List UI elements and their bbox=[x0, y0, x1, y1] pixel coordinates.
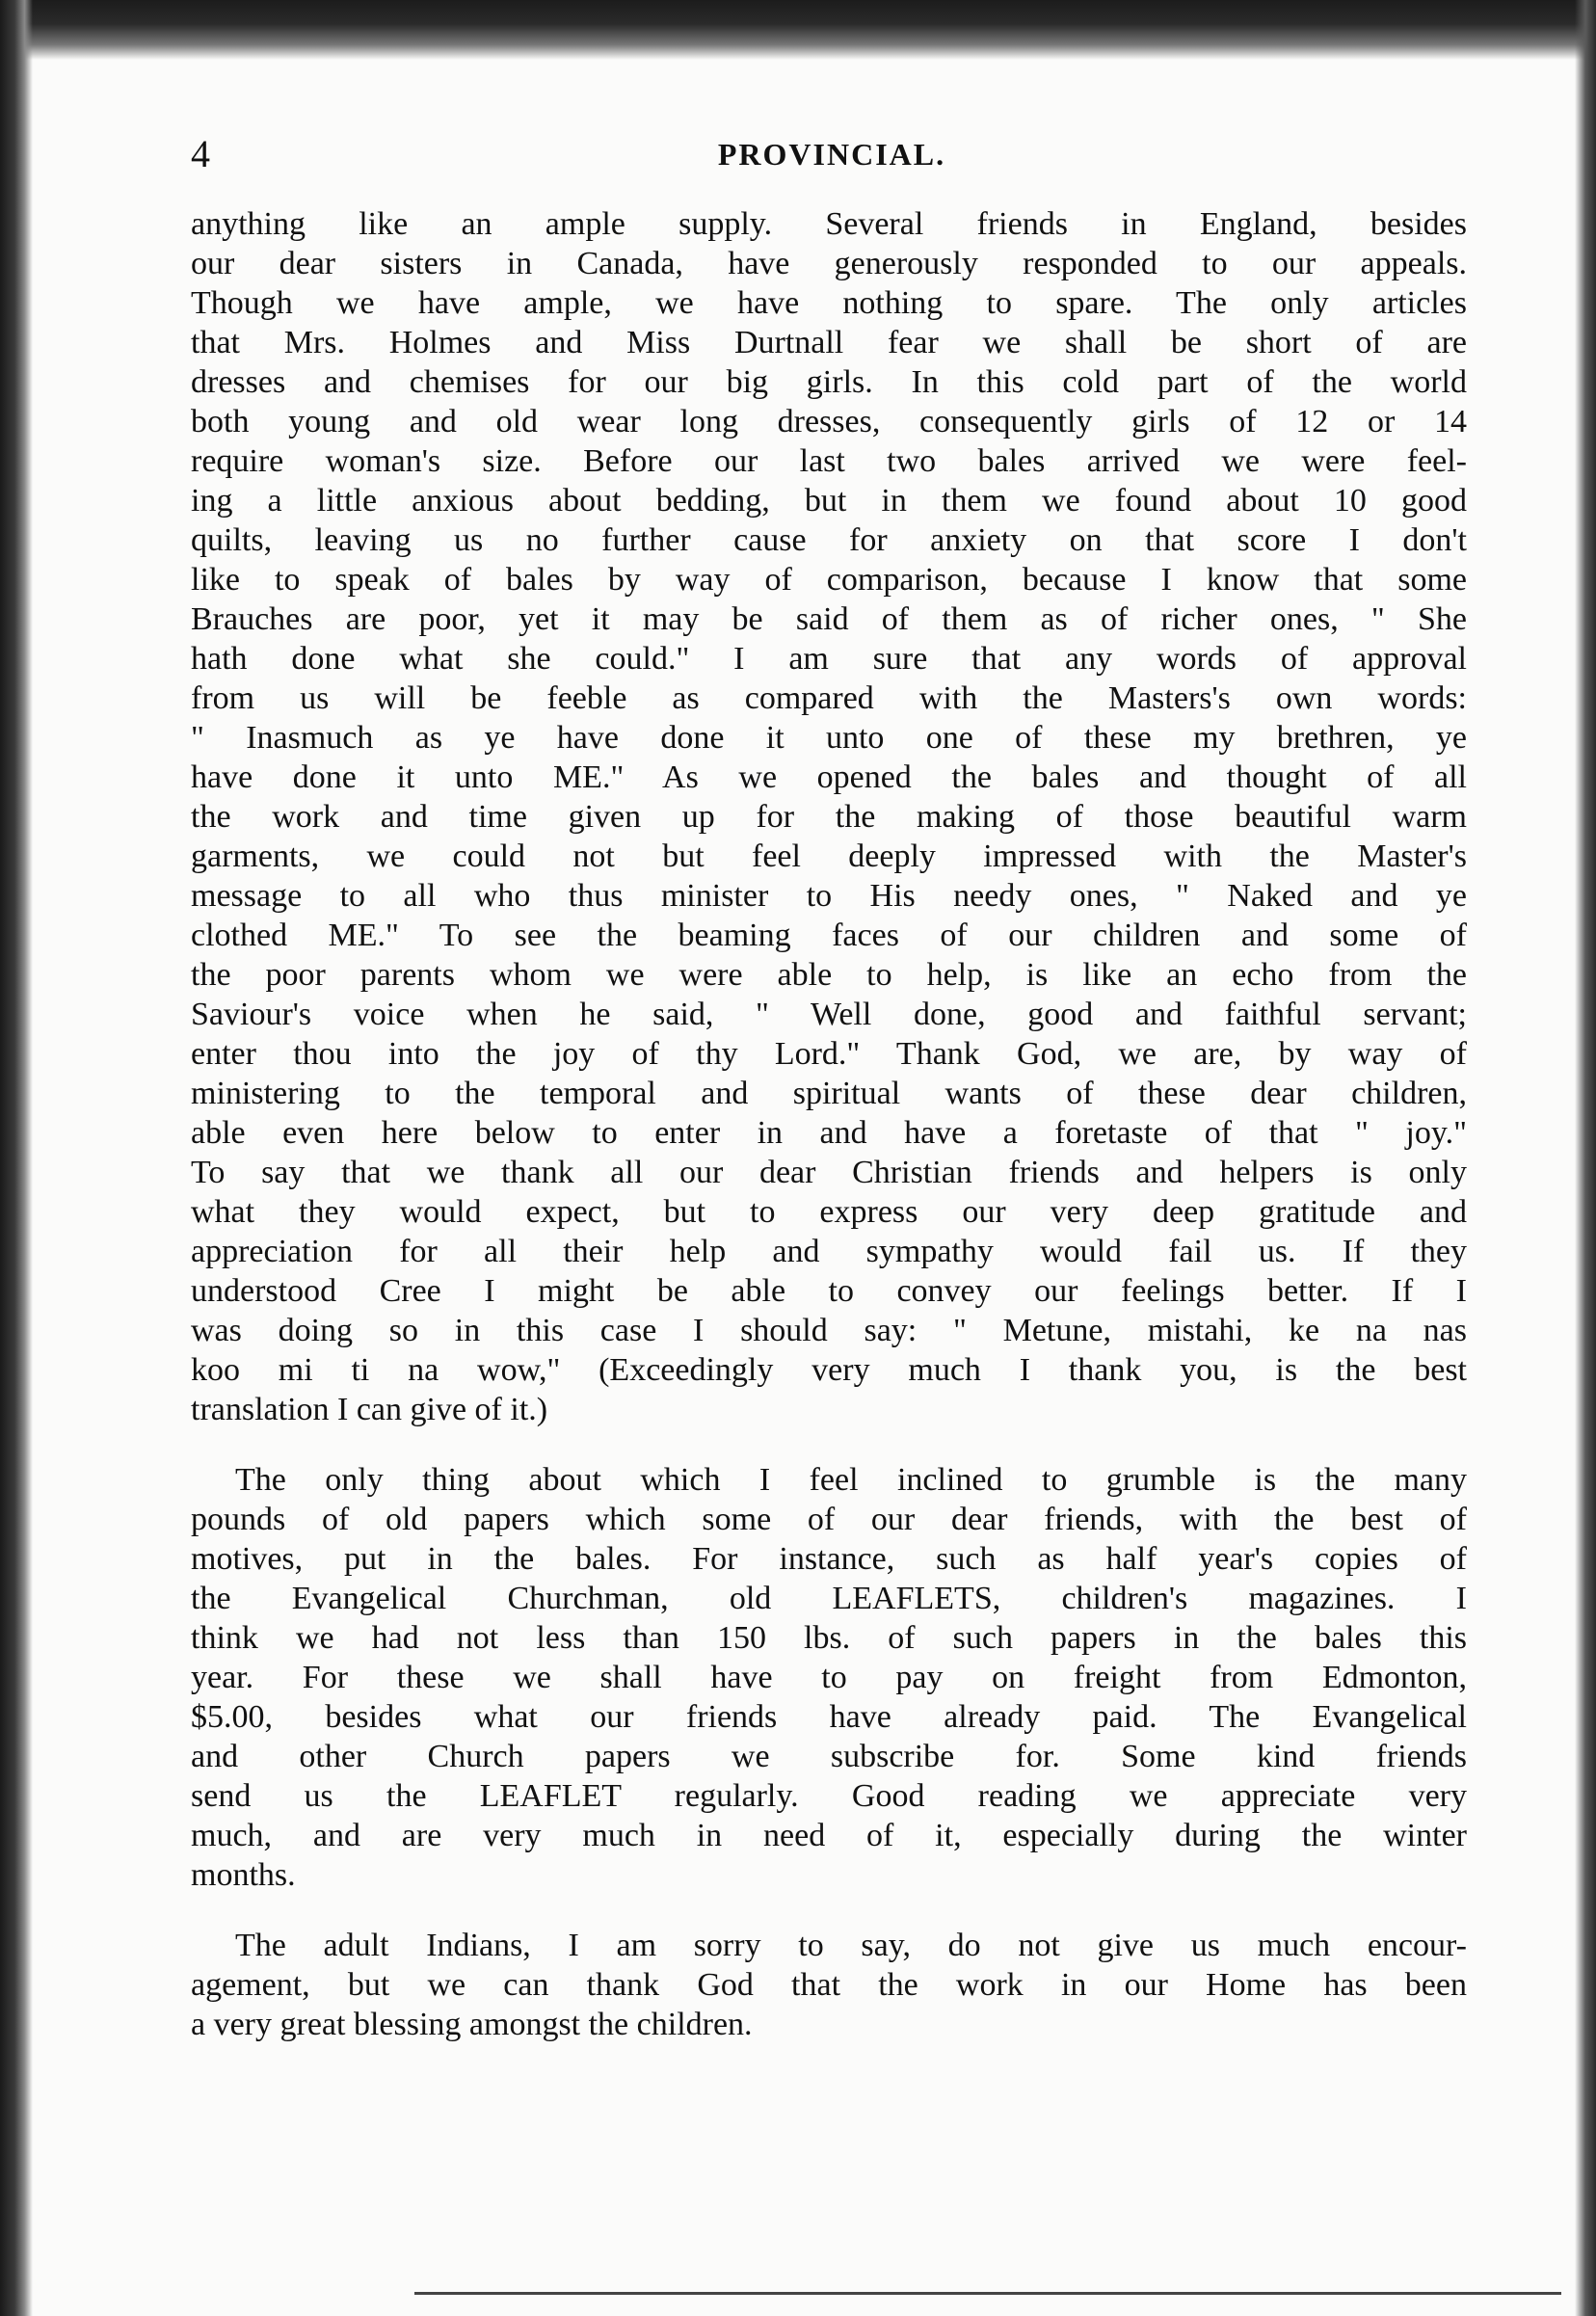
text-line: and other Church papers we subscribe for. Some kind friends bbox=[191, 1739, 1467, 1774]
page-number: 4 bbox=[191, 132, 210, 175]
scan-top-edge bbox=[0, 0, 1596, 60]
text-line: the poor parents whom we were able to help, is like an echo from the bbox=[191, 957, 1467, 993]
text-line: The only thing about which I feel inclined to grumble is the many bbox=[235, 1462, 1467, 1498]
text-line: quilts, leaving us no further cause for anxiety on that score I don't bbox=[191, 522, 1467, 558]
paragraph-1 bbox=[191, 204, 1467, 1429]
text-line: Brauches are poor, yet it may be said of them as of richer ones, " She bbox=[191, 601, 1467, 637]
text-line: able even here below to enter in and have a foretaste of that " joy." bbox=[191, 1115, 1467, 1151]
text-line: was doing so in this case I should say: " Metune, mistahi, ke na nas bbox=[191, 1313, 1467, 1348]
text-line: Though we have ample, we have nothing to spare. The only articles bbox=[191, 285, 1467, 321]
text-line: have done it unto ME." As we opened the bales and thought of all bbox=[191, 759, 1467, 795]
text-line: our dear sisters in Canada, have generously responded to our appeals. bbox=[191, 246, 1467, 281]
text-line: $5.00, besides what our friends have already paid. The Evangelical bbox=[191, 1699, 1467, 1735]
text-line: require woman's size. Before our last two bales arrived we were feel- bbox=[191, 443, 1467, 479]
text-line: anything like an ample supply. Several friends in England, besides bbox=[191, 206, 1467, 242]
text-line: pounds of old papers which some of our dear friends, with the best of bbox=[191, 1502, 1467, 1537]
text-line: agement, but we can thank God that the work in our Home has been bbox=[191, 1967, 1467, 2003]
text-line: from us will be feeble as compared with the Masters's own words: bbox=[191, 680, 1467, 716]
text-line: garments, we could not but feel deeply impressed with the Master's bbox=[191, 839, 1467, 874]
text-line: that Mrs. Holmes and Miss Durtnall fear we shall be short of are bbox=[191, 325, 1467, 360]
text-line: months. bbox=[191, 1857, 296, 1893]
text-line: the work and time given up for the making of those beautiful warm bbox=[191, 799, 1467, 835]
text-line: clothed ME." To see the beaming faces of our children and some of bbox=[191, 918, 1467, 953]
paragraph-gap bbox=[191, 1429, 1467, 1460]
text-line: " Inasmuch as ye have done it unto one of these my brethren, ye bbox=[191, 720, 1467, 756]
text-line: both young and old wear long dresses, consequently girls of 12 or 14 bbox=[191, 404, 1467, 439]
text-line: To say that we thank all our dear Christian friends and helpers is only bbox=[191, 1155, 1467, 1190]
text-line: translation I can give of it.) bbox=[191, 1392, 548, 1427]
text-line: ing a little anxious about bedding, but in them we found about 10 good bbox=[191, 483, 1467, 519]
page-header bbox=[191, 127, 1473, 181]
text-line: Saviour's voice when he said, " Well done, good and faithful servant; bbox=[191, 997, 1467, 1032]
paragraph-gap bbox=[191, 1895, 1467, 1926]
scan-binding-edge bbox=[0, 0, 33, 2316]
text-line: enter thou into the joy of thy Lord." Thank God, we are, by way of bbox=[191, 1036, 1467, 1072]
text-line: much, and are very much in need of it, especially during the winter bbox=[191, 1818, 1467, 1853]
text-line: motives, put in the bales. For instance, such as half year's copies of bbox=[191, 1541, 1467, 1577]
paragraph-3 bbox=[191, 1926, 1467, 2044]
paragraph-2 bbox=[191, 1460, 1467, 1895]
text-line: koo mi ti na wow," (Exceedingly very much I thank you, is the best bbox=[191, 1352, 1467, 1388]
text-line: hath done what she could." I am sure that any words of approval bbox=[191, 641, 1467, 677]
text-line: The adult Indians, I am sorry to say, do not give us much encour- bbox=[235, 1928, 1467, 1963]
text-line: a very great blessing amongst the children. bbox=[191, 2007, 753, 2042]
text-line: think we had not less than 150 lbs. of such papers in the bales this bbox=[191, 1620, 1467, 1656]
text-line: appreciation for all their help and sympathy would fail us. If they bbox=[191, 1234, 1467, 1269]
body-text bbox=[191, 204, 1467, 2044]
text-line: send us the LEAFLET regularly. Good reading we appreciate very bbox=[191, 1778, 1467, 1814]
text-line: dresses and chemises for our big girls. In this cold part of the world bbox=[191, 364, 1467, 400]
text-line: message to all who thus minister to His needy ones, " Naked and ye bbox=[191, 878, 1467, 914]
text-line: like to speak of bales by way of comparison, because I know that some bbox=[191, 562, 1467, 598]
text-line: what they would expect, but to express our very deep gratitude and bbox=[191, 1194, 1467, 1230]
scan-bottom-rule bbox=[414, 2292, 1561, 2295]
scan-right-edge bbox=[1575, 0, 1596, 2316]
text-line: the Evangelical Churchman, old LEAFLETS, children's magazines. I bbox=[191, 1581, 1467, 1616]
text-line: ministering to the temporal and spiritual wants of these dear children, bbox=[191, 1076, 1467, 1111]
text-line: year. For these we shall have to pay on freight from Edmonton, bbox=[191, 1660, 1467, 1695]
running-head: PROVINCIAL. bbox=[717, 137, 946, 172]
text-line: understood Cree I might be able to convey our feelings better. If I bbox=[191, 1273, 1467, 1309]
